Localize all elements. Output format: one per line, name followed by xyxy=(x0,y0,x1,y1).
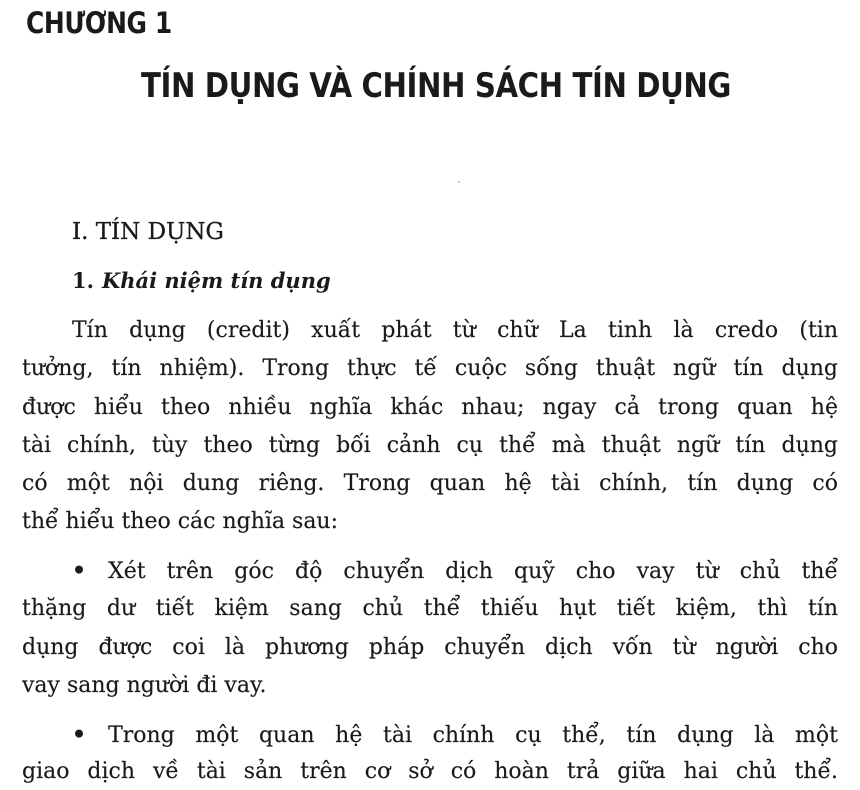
subsection-title: Khái niệm tín dụng xyxy=(101,268,331,293)
subsection-number: 1. xyxy=(72,268,94,293)
bullet-text: Xét trên góc độ chuyển dịch quỹ cho vay từ chủ thể xyxy=(108,559,838,584)
bullet-line xyxy=(72,553,838,589)
bullet-line xyxy=(72,717,838,753)
scan-speck xyxy=(458,181,460,183)
bullet-line: giao dịch về tài sản trên cơ sở có hoàn trả giữa hai chủ thể. xyxy=(22,759,838,784)
bullet-text: Trong một quan hệ tài chính cụ thể, tín dụng là một xyxy=(108,723,838,748)
chapter-label: CHƯƠNG 1 xyxy=(26,6,172,40)
bullet-marker: • xyxy=(72,722,87,748)
chapter-title xyxy=(0,66,860,106)
bullet-line: dụng được coi là phương pháp chuyển dịch vốn từ người cho xyxy=(22,635,838,660)
paragraph-line: tài chính, tùy theo từng bối cảnh cụ thể mà thuật ngữ tín dụng xyxy=(22,433,838,458)
chapter-title-text: TÍN DỤNG VÀ CHÍNH SÁCH TÍN DỤNG xyxy=(141,66,732,106)
subsection-heading xyxy=(72,268,331,293)
paragraph-line: được hiểu theo nhiều nghĩa khác nhau; ngay cả trong quan hệ xyxy=(22,395,838,420)
section-heading: I. TÍN DỤNG xyxy=(72,219,224,245)
paragraph-line: thể hiểu theo các nghĩa sau: xyxy=(22,509,339,534)
bullet-marker: • xyxy=(72,558,87,584)
paragraph-line: có một nội dung riêng. Trong quan hệ tài chính, tín dụng có xyxy=(22,471,838,496)
paragraph-line: Tín dụng (credit) xuất phát từ chữ La tinh là credo (tin xyxy=(72,318,838,343)
bullet-line: vay sang người đi vay. xyxy=(22,673,267,698)
bullet-line: thặng dư tiết kiệm sang chủ thể thiếu hụt tiết kiệm, thì tín xyxy=(22,596,838,621)
paragraph-line: tưởng, tín nhiệm). Trong thực tế cuộc sống thuật ngữ tín dụng xyxy=(22,356,838,381)
